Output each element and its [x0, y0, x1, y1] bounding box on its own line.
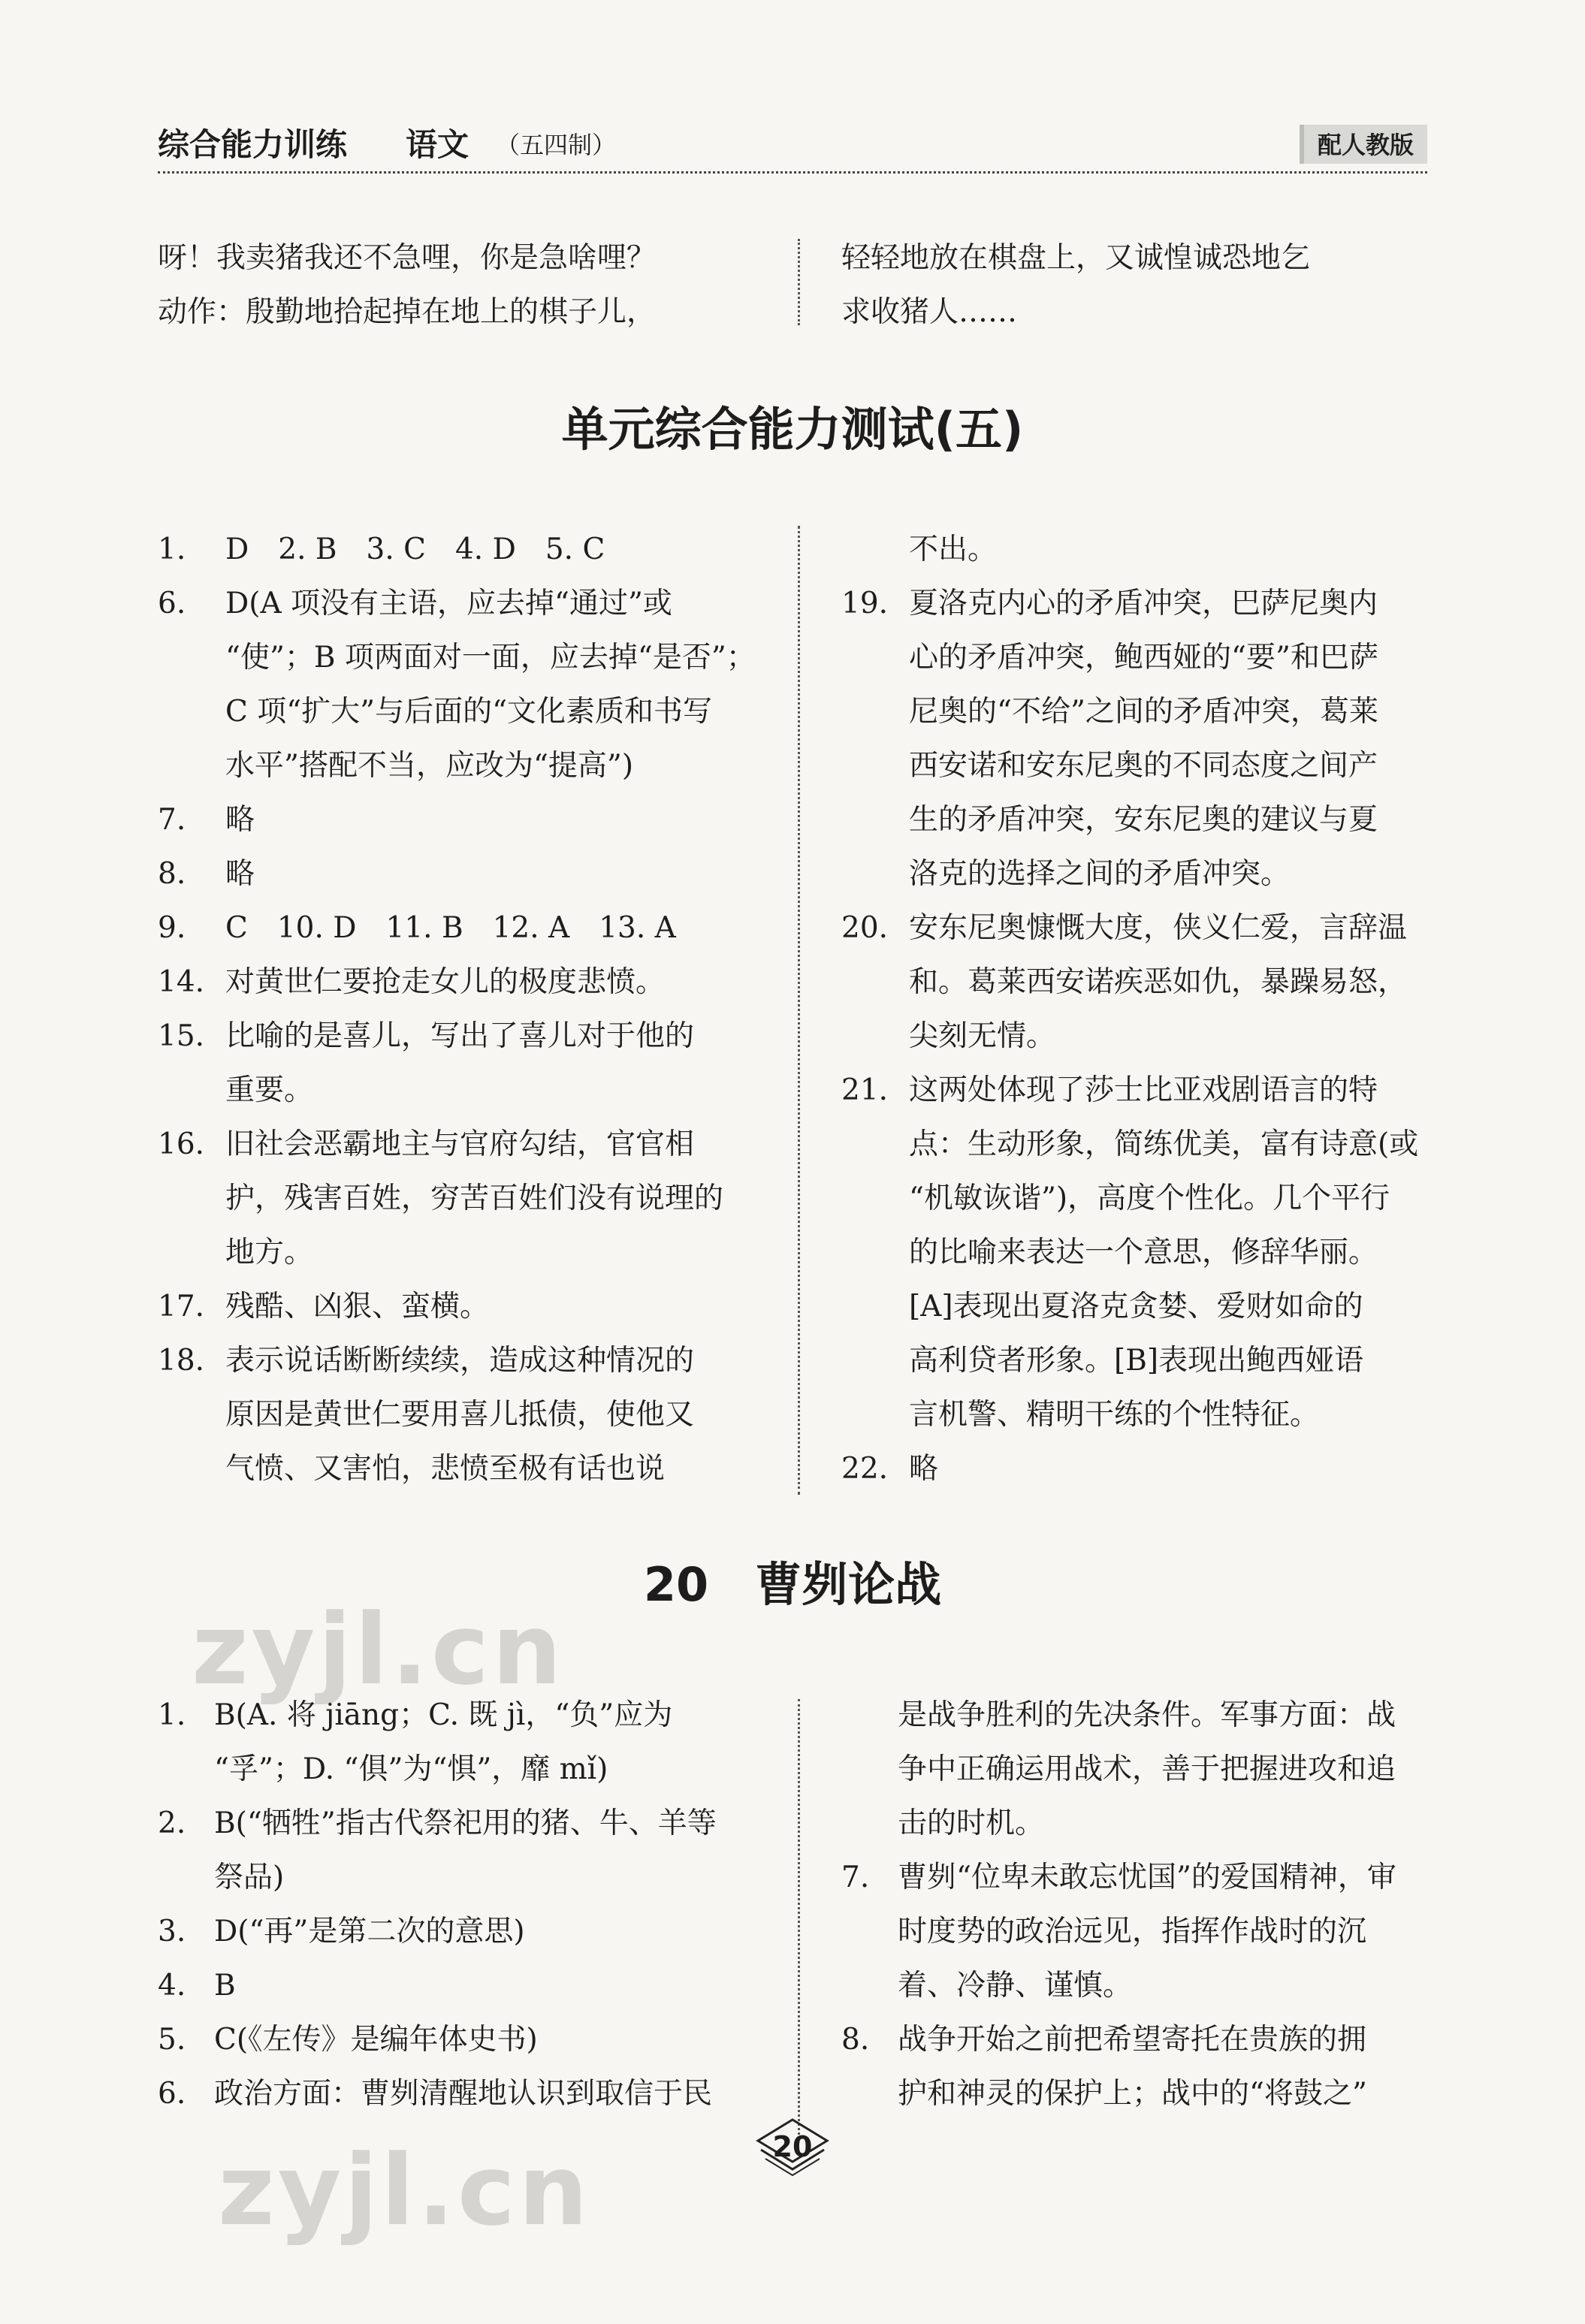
answer-text: 战争开始之前把希望寄托在贵族的拥 — [898, 2023, 1367, 2057]
answer-item — [158, 901, 774, 955]
answer-number: 7. — [158, 803, 186, 837]
answer-item — [158, 523, 774, 577]
answer-text: 略 — [225, 857, 255, 891]
answer-text-continued: 的比喻来表达一个意思，修辞华丽。 — [909, 1236, 1378, 1269]
answer-text: 残酷、凶狠、蛮横。 — [225, 1290, 490, 1323]
column-divider-section2 — [798, 1699, 800, 2135]
answer-number: 8. — [158, 857, 186, 891]
section-title-unit-test: 单元综合能力测试(五) — [561, 402, 1024, 457]
page-number-badge — [755, 2118, 830, 2178]
answer-item — [158, 847, 774, 901]
answer-text: 旧社会恶霸地主与官府勾结，官官相 — [225, 1127, 695, 1161]
answer-number: 1. — [158, 533, 186, 566]
answer-number: 6. — [158, 2077, 186, 2111]
watermark-bottom: zyjl.cn — [218, 2133, 591, 2247]
answer-text: 表示说话断断续续，造成这种情况的 — [225, 1344, 695, 1378]
top-left-column — [158, 231, 774, 340]
answer-text: B(“牺牲”指古代祭祀用的猪、牛、羊等 — [214, 1806, 717, 1840]
answer-number: 3. — [158, 1915, 186, 1948]
answer-item — [158, 1280, 774, 1334]
answer-item — [841, 1064, 1435, 1118]
answer-text: D(“再”是第二次的意思) — [214, 1915, 525, 1948]
answer-text-continued: “孚”；D. “俱”为“惧”，靡 mǐ) — [214, 1752, 608, 1786]
answer-text: 这两处体现了莎士比亚戏剧语言的特 — [909, 1073, 1378, 1107]
answer-item — [158, 1959, 774, 2013]
book-title: 综合能力训练 — [158, 126, 348, 163]
answer-number: 14. — [158, 965, 205, 999]
school-system-label: （五四制） — [496, 131, 617, 159]
answer-item — [158, 1797, 774, 1851]
answer-text-continued: 护，残害百姓，穷苦百姓们没有说理的 — [225, 1182, 724, 1215]
answer-text-continued: 不出。 — [909, 533, 998, 566]
text-line: 动作：殷勤地拾起掉在地上的棋子儿， — [158, 295, 657, 329]
answer-item — [158, 577, 774, 631]
answer-text-continued: 水平”搭配不当，应改为“提高”) — [225, 749, 634, 783]
answer-text-continued: 护和神灵的保护上；战中的“将鼓之” — [898, 2077, 1367, 2111]
answer-text-continued: 着、冷静、谨慎。 — [898, 1969, 1133, 2003]
answer-text: B(A. 将 jiāng；C. 既 jì，“负”应为 — [214, 1698, 673, 1732]
answer-text-continued: 心的矛盾冲突，鲍西娅的“要”和巴萨 — [909, 641, 1378, 675]
answer-text-continued: 和。葛莱西安诺疾恶如仇，暴躁易怒， — [909, 965, 1408, 999]
answer-text-continued: 生的矛盾冲突，安东尼奥的建议与夏 — [909, 803, 1378, 837]
answer-text-continued: 西安诺和安东尼奥的不同态度之间产 — [909, 749, 1378, 783]
answer-item — [841, 1442, 1435, 1496]
answer-text: 政治方面：曹刿清醒地认识到取信于民 — [214, 2077, 713, 2111]
answer-text: 略 — [225, 803, 255, 837]
page-number: 20 — [772, 2130, 813, 2163]
answer-number: 22. — [841, 1452, 889, 1486]
answer-text-continued: 击的时机。 — [898, 1806, 1045, 1840]
subject-label: 语文 — [406, 126, 469, 163]
answer-text: C(《左传》是编年体史书) — [214, 2023, 538, 2057]
answer-text-continued: 气愤、又害怕，悲愤至极有话也说 — [225, 1452, 666, 1486]
answer-number: 15. — [158, 1019, 205, 1053]
text-line: 轻轻地放在棋盘上，又诚惶诚恐地乞 — [841, 241, 1311, 275]
answer-text-continued: 地方。 — [225, 1236, 314, 1269]
answer-text: D 2. B 3. C 4. D 5. C — [225, 533, 605, 566]
answer-number: 2. — [158, 1806, 186, 1840]
answer-item — [158, 955, 774, 1010]
answer-item — [158, 2013, 774, 2067]
answer-text: C 10. D 11. B 12. A 13. A — [225, 911, 676, 945]
answer-text: 比喻的是喜儿，写出了喜儿对于他的 — [225, 1019, 695, 1053]
column-divider-section1 — [798, 526, 800, 1495]
text-line: 呀！我卖猪我还不急哩，你是急啥哩？ — [158, 241, 657, 275]
answer-text: 略 — [909, 1452, 939, 1486]
answer-text: 安东尼奥慷慨大度，侠义仁爱，言辞温 — [909, 911, 1408, 945]
top-right-column — [841, 231, 1435, 340]
answer-text-continued: 洛克的选择之间的矛盾冲突。 — [909, 857, 1291, 891]
answer-text-continued: 争中正确运用战术，善于把握进攻和追 — [898, 1752, 1396, 1786]
answer-number: 1. — [158, 1698, 186, 1732]
watermark: zyjl.cn — [192, 1592, 565, 1707]
section1-right-column — [841, 523, 1435, 1496]
edition-badge: 配人教版 — [1300, 125, 1427, 164]
section2-left-column — [158, 1689, 774, 2121]
answer-number: 7. — [841, 1861, 870, 1894]
answer-number: 17. — [158, 1290, 205, 1323]
answer-text-continued: 是战争胜利的先决条件。军事方面：战 — [898, 1698, 1396, 1732]
answer-text: 夏洛克内心的矛盾冲突，巴萨尼奥内 — [909, 587, 1378, 620]
answer-item — [841, 577, 1435, 631]
page-header — [158, 120, 1427, 173]
answer-number: 6. — [158, 587, 186, 620]
answer-item — [158, 1334, 774, 1388]
answer-text: 曹刿“位卑未敢忘忧国”的爱国精神，审 — [898, 1861, 1396, 1894]
answer-item — [158, 1118, 774, 1172]
section2-right-column — [841, 1689, 1435, 2121]
answer-text-continued: 祭品) — [214, 1861, 285, 1894]
header-divider — [158, 171, 1427, 174]
answer-text-continued: 高利贷者形象。[B]表现出鲍西娅语 — [909, 1344, 1364, 1378]
section1-left-column — [158, 523, 774, 1496]
answer-number: 20. — [841, 911, 889, 945]
answer-item — [158, 1010, 774, 1064]
answer-number: 8. — [841, 2023, 870, 2057]
answer-item — [841, 1851, 1435, 1905]
answer-text-continued: [A]表现出夏洛克贪婪、爱财如命的 — [909, 1290, 1363, 1323]
text-line: 求收猪人…… — [841, 295, 1018, 329]
answer-number: 5. — [158, 2023, 186, 2057]
answer-text-continued: C 项“扩大”与后面的“文化素质和书写 — [225, 695, 713, 729]
answer-number: 19. — [841, 587, 889, 620]
answer-item — [158, 1905, 774, 1959]
answer-number: 21. — [841, 1073, 889, 1107]
answer-item — [841, 901, 1435, 955]
answer-text-continued: 重要。 — [225, 1073, 314, 1107]
answer-item — [158, 793, 774, 847]
answer-number: 9. — [158, 911, 186, 945]
answer-text-continued: 尼奥的“不给”之间的矛盾冲突，葛莱 — [909, 695, 1378, 729]
section-title-lesson-20: 20 曹刿论战 — [643, 1557, 942, 1612]
column-divider-top — [798, 239, 800, 325]
answer-text: 对黄世仁要抢走女儿的极度悲愤。 — [225, 965, 666, 999]
answer-number: 16. — [158, 1127, 205, 1161]
answer-text-continued: 点：生动形象，简练优美，富有诗意(或 — [909, 1127, 1419, 1161]
answer-number: 4. — [158, 1969, 186, 2003]
answer-text-continued: “机敏诙谐”)，高度个性化。几个平行 — [909, 1182, 1390, 1215]
answer-text-continued: 尖刻无情。 — [909, 1019, 1056, 1053]
answer-text-continued: 时度势的政治远见，指挥作战时的沉 — [898, 1915, 1367, 1948]
answer-item — [158, 2067, 774, 2121]
answer-text-continued: 原因是黄世仁要用喜儿抵债，使他又 — [225, 1398, 695, 1432]
answer-text: D(A 项没有主语，应去掉“通过”或 — [225, 587, 672, 620]
answer-number: 18. — [158, 1344, 205, 1378]
answer-text: B — [214, 1969, 236, 2003]
answer-text-continued: “使”；B 项两面对一面，应去掉“是否”； — [225, 641, 756, 675]
answer-text-continued: 言机警、精明干练的个性特征。 — [909, 1398, 1320, 1432]
answer-item — [841, 2013, 1435, 2067]
